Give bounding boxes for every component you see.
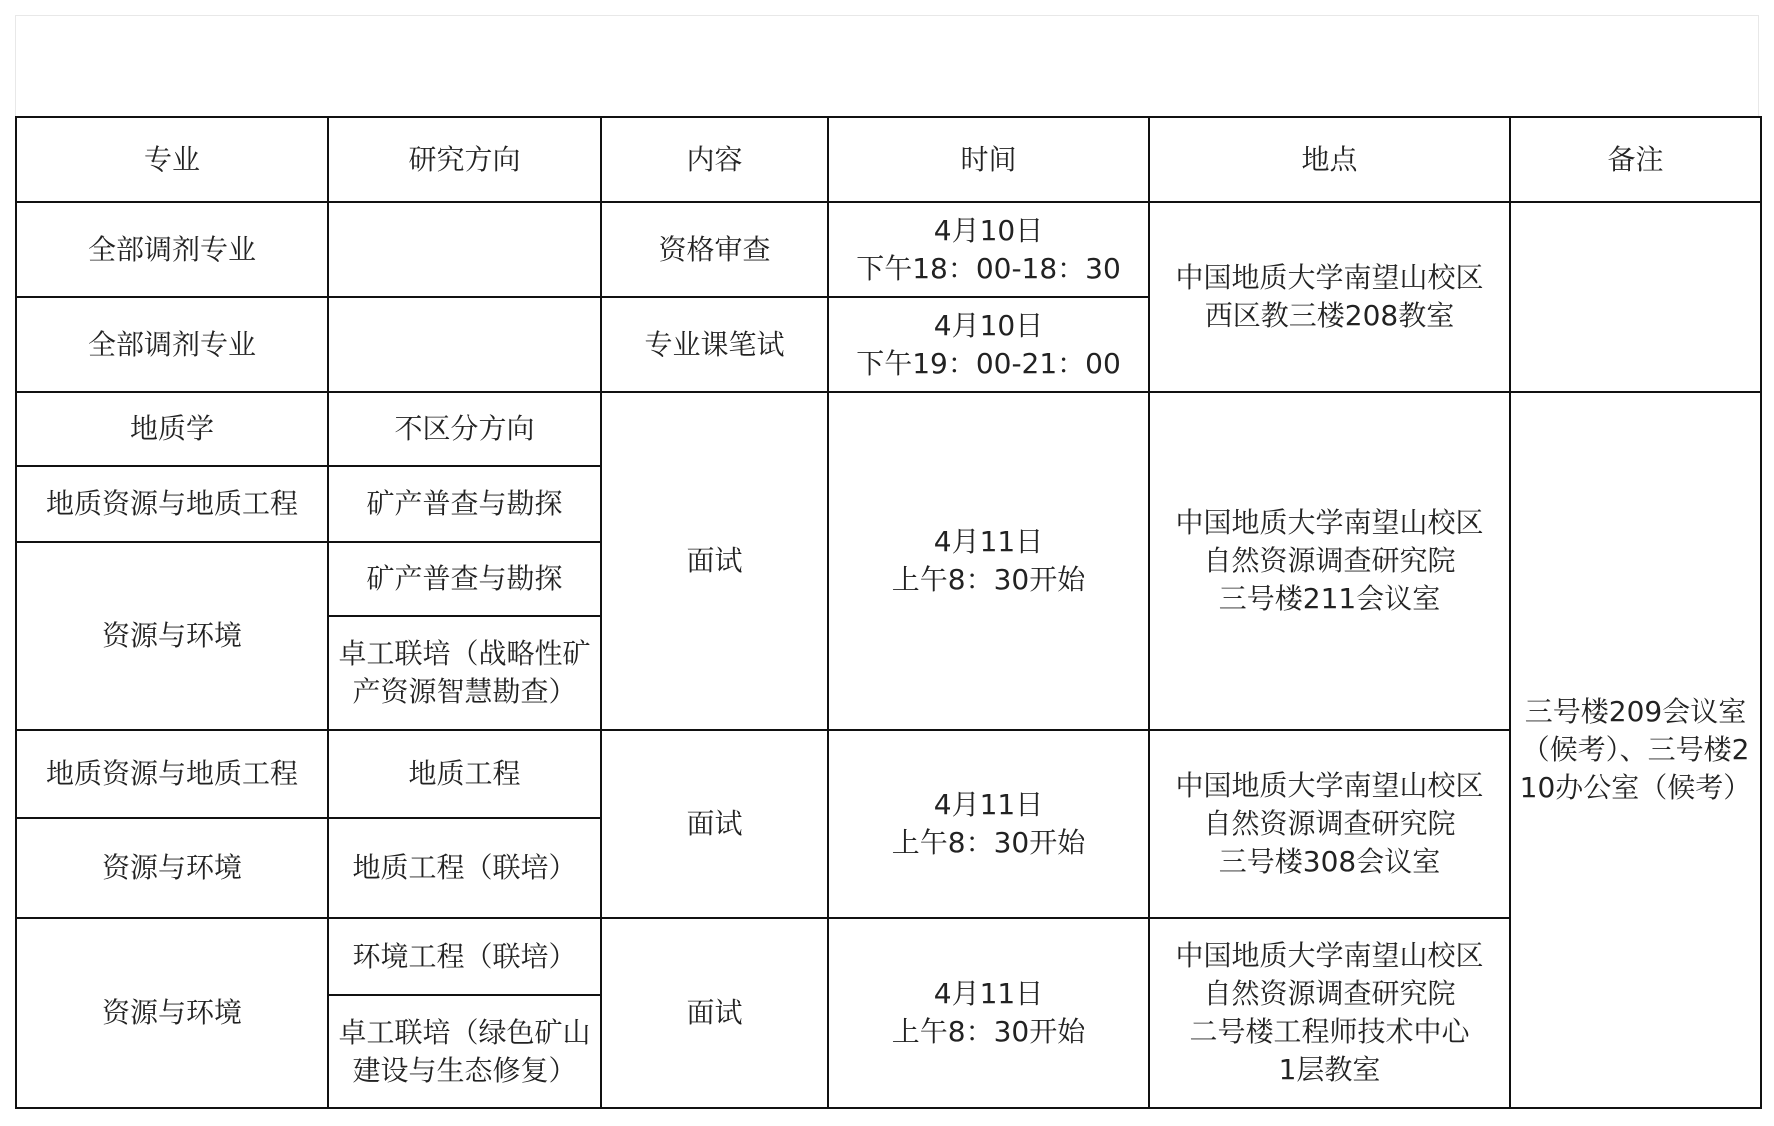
time-cell (828, 730, 1149, 918)
content-cell: 资格审查 (601, 202, 828, 297)
place-cell (1149, 202, 1510, 392)
major-cell: 地质学 (16, 392, 328, 466)
time-range: 上午8：30开始 (891, 1015, 1086, 1048)
direction-cell: 不区分方向 (328, 392, 601, 466)
content-cell: 面试 (601, 918, 828, 1108)
place-cell (1149, 730, 1510, 918)
table-row (16, 730, 1761, 818)
place-line: 自然资源调查研究院 (1203, 544, 1456, 577)
table-row (16, 202, 1761, 297)
time-date: 4月11日 (933, 977, 1044, 1010)
interview-schedule-table (15, 116, 1762, 1109)
note-cell (1510, 392, 1761, 1108)
header-row (16, 117, 1761, 202)
header-time: 时间 (828, 117, 1149, 202)
place-line: 中国地质大学南望山校区 (1175, 506, 1484, 539)
time-range: 上午8：30开始 (891, 826, 1086, 859)
time-cell (828, 297, 1149, 392)
header-content: 内容 (601, 117, 828, 202)
header-place: 地点 (1149, 117, 1510, 202)
time-date: 4月10日 (933, 213, 1044, 247)
direction-cell: 矿产普查与勘探 (328, 542, 601, 616)
direction-cell (328, 202, 601, 297)
note-text: 三号楼209会议室（候考）、三号楼210办公室（候考） (1519, 695, 1752, 804)
direction-cell: 地质工程 (328, 730, 601, 818)
place-line: 中国地质大学南望山校区 (1175, 261, 1484, 294)
time-cell (828, 918, 1149, 1108)
place-line: 中国地质大学南望山校区 (1175, 769, 1484, 802)
major-cell: 地质资源与地质工程 (16, 730, 328, 818)
place-cell (1149, 392, 1510, 730)
place-line: 二号楼工程师技术中心 (1189, 1015, 1470, 1048)
place-line: 三号楼308会议室 (1218, 845, 1441, 878)
place-line: 三号楼211会议室 (1218, 582, 1441, 615)
header-direction: 研究方向 (328, 117, 601, 202)
time-range: 上午8：30开始 (891, 563, 1086, 596)
major-cell: 资源与环境 (16, 542, 328, 730)
top-blank-band (15, 15, 1759, 117)
direction-cell: 卓工联培（绿色矿山建设与生态修复） (328, 995, 601, 1108)
direction-cell: 地质工程（联培） (328, 818, 601, 918)
place-line: 自然资源调查研究院 (1203, 977, 1456, 1010)
time-range: 下午19：00-21：00 (856, 346, 1121, 380)
major-cell: 资源与环境 (16, 918, 328, 1108)
direction-cell (328, 297, 601, 392)
place-line: 自然资源调查研究院 (1203, 807, 1456, 840)
table-row (16, 392, 1761, 466)
time-date: 4月11日 (933, 525, 1044, 558)
place-line: 西区教三楼208教室 (1204, 299, 1455, 332)
content-cell: 专业课笔试 (601, 297, 828, 392)
time-cell (828, 202, 1149, 297)
time-date: 4月11日 (933, 788, 1044, 821)
major-cell: 全部调剂专业 (16, 297, 328, 392)
major-cell: 地质资源与地质工程 (16, 466, 328, 542)
content-cell: 面试 (601, 392, 828, 730)
place-cell (1149, 918, 1510, 1108)
table-row (16, 918, 1761, 995)
direction-cell: 矿产普查与勘探 (328, 466, 601, 542)
time-cell (828, 392, 1149, 730)
time-date: 4月10日 (933, 308, 1044, 342)
place-line: 1层教室 (1278, 1053, 1381, 1086)
content-cell: 面试 (601, 730, 828, 918)
header-note: 备注 (1510, 117, 1761, 202)
note-cell-empty (1510, 202, 1761, 392)
time-range: 下午18：00-18：30 (856, 251, 1121, 285)
major-cell: 全部调剂专业 (16, 202, 328, 297)
place-line: 中国地质大学南望山校区 (1175, 939, 1484, 972)
major-cell: 资源与环境 (16, 818, 328, 918)
direction-cell: 卓工联培（战略性矿产资源智慧勘查） (328, 616, 601, 730)
direction-cell: 环境工程（联培） (328, 918, 601, 995)
header-major: 专业 (16, 117, 328, 202)
